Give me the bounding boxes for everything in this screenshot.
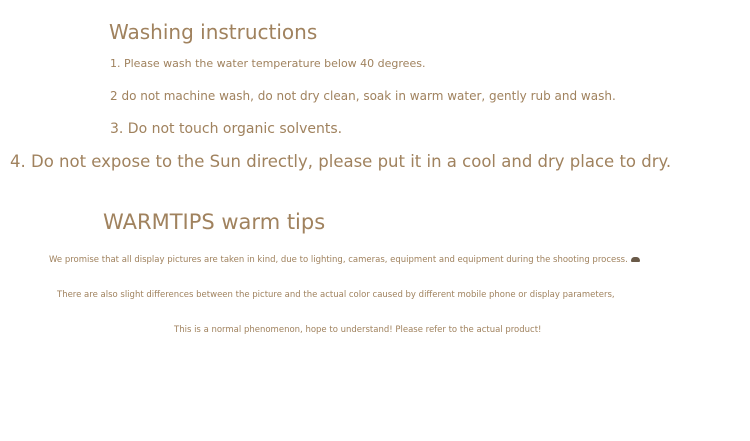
warm-tips-line-1-text: We promise that all display pictures are taken in kind, due to lighting, cameras, equipment and equipment during the shooting process. xyxy=(49,255,628,265)
warm-tips-title: WARMTIPS warm tips xyxy=(103,210,326,234)
warm-tips-line-1 xyxy=(49,256,640,265)
warm-tips-line-3: This is a normal phenomenon, hope to understand! Please refer to the actual product! xyxy=(174,325,542,335)
washing-item-3: 3. Do not touch organic solvents. xyxy=(110,121,343,137)
washing-instructions-title: Washing instructions xyxy=(109,20,318,44)
washing-item-4: 4. Do not expose to the Sun directly, please put it in a cool and dry place to dry. xyxy=(10,152,672,171)
washing-item-1: 1. Please wash the water temperature below 40 degrees. xyxy=(110,57,426,70)
warm-tips-line-2: There are also slight differences between the picture and the actual color caused by different mobile phone or display parameters, xyxy=(57,290,615,300)
small-face-icon xyxy=(631,257,640,262)
washing-item-2: 2 do not machine wash, do not dry clean, soak in warm water, gently rub and wash. xyxy=(110,89,616,103)
